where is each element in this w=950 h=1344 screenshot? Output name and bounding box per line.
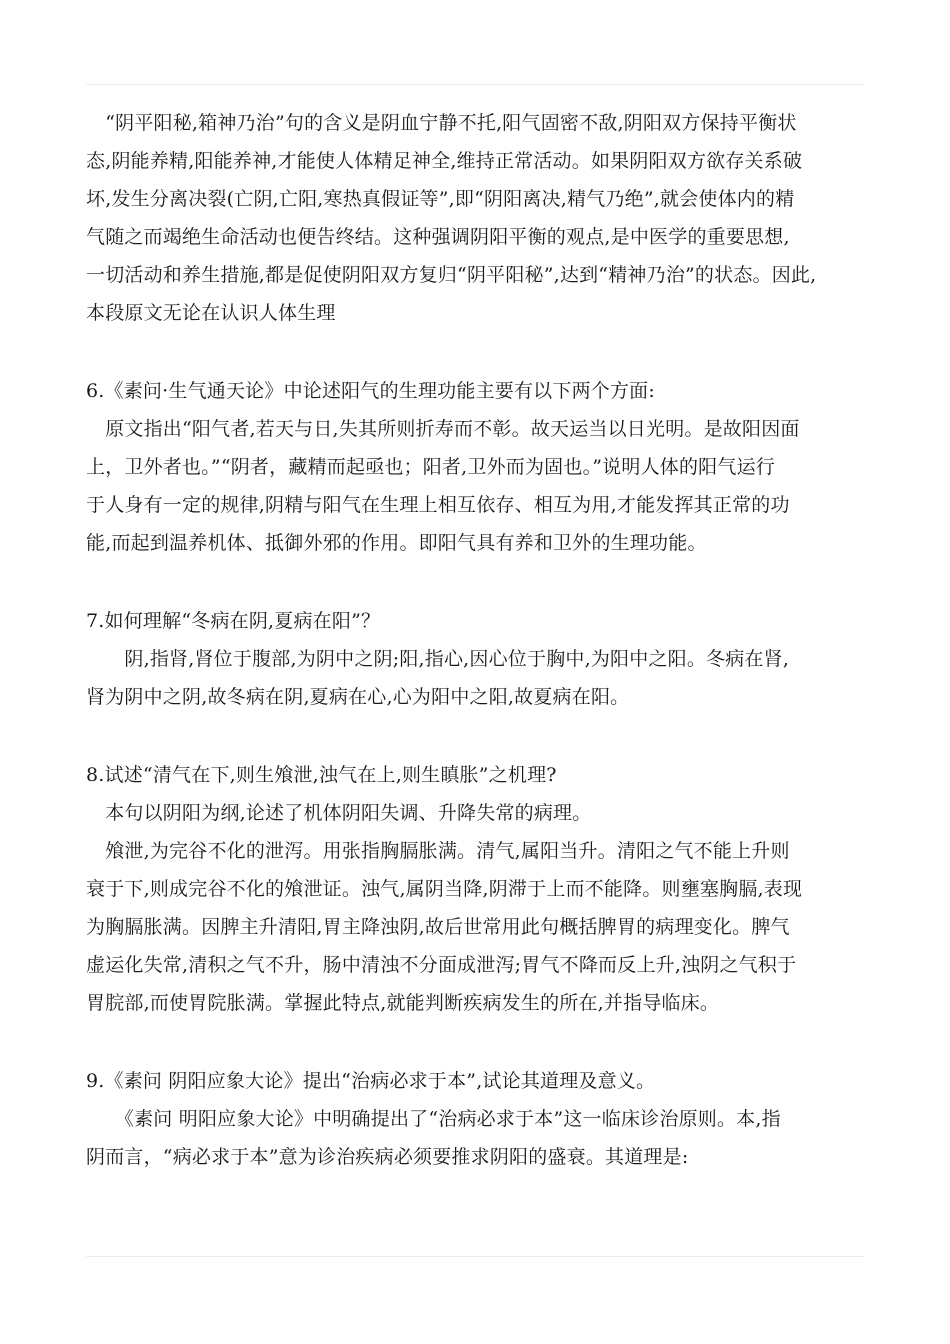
text-line: 胃脘部,而使胃院胀满。掌握此特点,就能判断疾病发生的所在,并指导临床。 [86, 992, 720, 1014]
header-rule [86, 84, 864, 85]
spacer [86, 332, 876, 372]
text-line: 阴而言，“病必求于本”意为诊治疾病必须要推求阴阳的盛衰。其道理是: [86, 1146, 689, 1168]
spacer [86, 1022, 876, 1062]
text-line: 坏,发生分离决裂(亡阴,亡阳,寒热真假证等”,即“阴阳离决,精气乃绝”,就会使体内的精 [86, 188, 795, 210]
text-line: 虚运化失常,清积之气不升，肠中清浊不分面成泄泻;胃气不降而反上升,浊阴之气积于 [86, 954, 797, 976]
text-line: 阴,指肾,肾位于腹部,为阴中之阴;阳,指心,因心位于胸中,为阳中之阳。冬病在肾, [86, 648, 790, 670]
text-line: 本段原文无论在认识人体生理 [86, 302, 336, 324]
document-body [86, 104, 876, 1176]
text-line: 上，卫外者也。”“阴者，藏精而起亟也；阳者,卫外而为固也。”说明人体的阳气运行 [86, 456, 775, 478]
spacer [86, 716, 876, 756]
text-line: 态,阴能养精,阳能养神,才能使人体精足神全,维持正常活动。如果阴阳双方欲存关系破 [86, 150, 803, 172]
spacer [86, 562, 876, 602]
text-line: 肾为阴中之阴,故冬病在阴,夏病在心,心为阳中之阳,故夏病在阳。 [86, 686, 630, 708]
question-heading: 9.《素问 阴阳应象大论》提出“治病必求于本”,试论其道理及意义。 [86, 1070, 656, 1092]
question-heading: 6.《素问·生气通天论》中论述阳气的生理功能主要有以下两个方面: [86, 380, 655, 402]
footer-rule [86, 1256, 864, 1257]
question-heading: 8.试述“清气在下,则生飧泄,浊气在上,则生瞋胀”之机理? [86, 764, 557, 786]
text-line: 为胸膈胀满。因脾主升清阳,胃主降浊阴,故后世常用此句概括脾胃的病理变化。脾气 [86, 916, 790, 938]
text-line: 原文指出“阳气者,若天与日,失其所则折寿而不彰。故天运当以日光明。是故阳因面 [86, 418, 800, 440]
question-7 [86, 602, 876, 716]
text-line: 飧泄,为完谷不化的泄泻。用张指胸膈胀满。清气,属阳当升。清阳之气不能上升则 [86, 840, 790, 862]
text-line: 能,而起到温养机体、抵御外邪的作用。即阳气具有养和卫外的生理功能。 [86, 532, 707, 554]
text-line: 本句以阴阳为纲,论述了机体阴阳失调、升降失常的病理。 [86, 802, 592, 824]
text-line: 《素问 明阳应象大论》中明确提出了“治病必求于本”这一临床诊治原则。本,指 [86, 1108, 781, 1130]
question-8 [86, 756, 876, 1022]
question-6 [86, 372, 876, 562]
text-line: 气随之而竭绝生命活动也便告终结。这种强调阴阳平衡的观点,是中医学的重要思想, [86, 226, 790, 248]
paragraph-1 [86, 104, 876, 332]
text-line: 一切活动和养生措施,都是促使阴阳双方复归“阴平阳秘”,达到“精神乃治”的状态。因此, [86, 264, 817, 286]
question-9 [86, 1062, 876, 1176]
text-line: “阴平阳秘,箱神乃治”句的含义是阴血宁静不托,阳气固密不敌,阴阳双方保持平衡状 [86, 112, 797, 134]
text-line: 于人身有一定的规律,阴精与阳气在生理上相互依存、相互为用,才能发挥其正常的功 [86, 494, 790, 516]
question-heading: 7.如何理解“冬病在阴,夏病在阳”？ [86, 610, 381, 632]
text-line: 衰于下,则成完谷不化的飧泄证。浊气,属阴当降,阴滞于上而不能降。则壅塞胸膈,表现 [86, 878, 803, 900]
